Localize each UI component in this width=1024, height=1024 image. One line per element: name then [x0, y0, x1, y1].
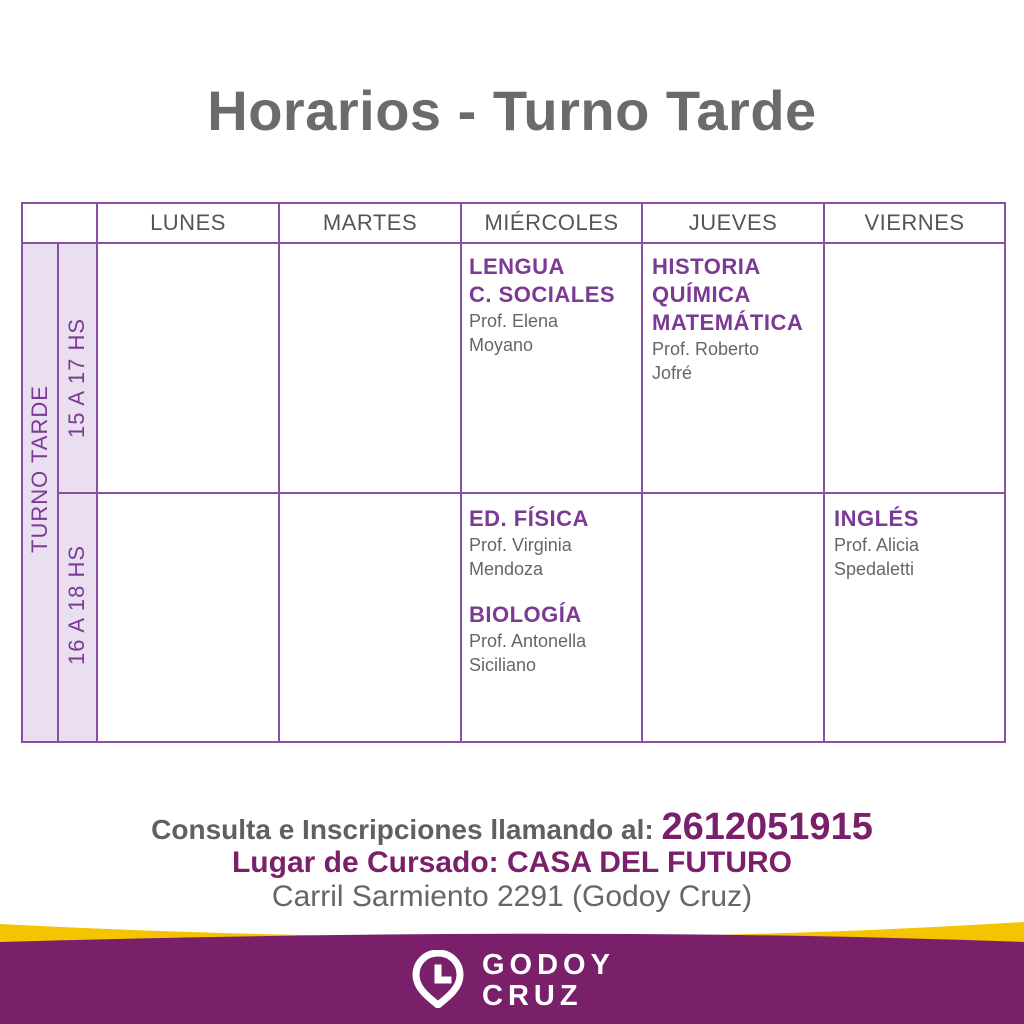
teacher-name: Prof. Roberto Jofré: [652, 339, 760, 383]
cell-viernes-slot2: [834, 505, 954, 581]
day-header-lunes: LUNES: [150, 210, 226, 235]
brand-name: [482, 950, 615, 1012]
grid-line: [278, 202, 280, 743]
subject-name: ED. FÍSICA: [469, 506, 589, 531]
subject-name: C. SOCIALES: [469, 282, 616, 307]
subject-name: MATEMÁTICA: [652, 310, 804, 335]
grid-line: [21, 202, 23, 743]
cell-miercoles-slot1: [469, 253, 619, 357]
grid-line: [460, 202, 462, 743]
day-header-jueves: JUEVES: [688, 210, 778, 235]
day-header-martes: MARTES: [322, 210, 418, 235]
grid-line: [641, 202, 643, 743]
teacher-name: Prof. Antonella Siciliano: [469, 631, 587, 675]
day-header-miercoles: MIÉRCOLES: [484, 210, 619, 235]
grid-line: [1004, 202, 1006, 743]
cell-jueves-slot1: [652, 253, 803, 385]
grid-line: [96, 202, 98, 743]
grid-line: [57, 242, 59, 743]
contact-label: Consulta e Inscripciones llamando al:: [151, 814, 654, 845]
contact-line: [0, 806, 1024, 849]
teacher-name: Prof. Virginia Mendoza: [469, 535, 572, 579]
address-line: Carril Sarmiento 2291 (Godoy Cruz): [271, 880, 753, 913]
grid-line: [58, 492, 1006, 494]
teacher-name: Prof. Alicia Spedaletti: [834, 535, 920, 579]
subject-name: INGLÉS: [834, 506, 919, 531]
cell-miercoles-slot2: [469, 505, 629, 677]
shift-label: TURNO TARDE: [27, 385, 52, 553]
subject-name: HISTORIA: [652, 254, 761, 279]
day-header-viernes: VIERNES: [864, 210, 965, 235]
teacher-name: Prof. Elena Moyano: [469, 311, 559, 355]
time-slot-label-1: 15 A 17 HS: [64, 317, 89, 439]
godoy-cruz-logo-icon: [412, 950, 464, 1008]
venue-line: Lugar de Cursado: CASA DEL FUTURO: [231, 846, 793, 879]
page-title: Horarios - Turno Tarde: [207, 79, 817, 142]
grid-line: [21, 741, 1006, 743]
brand-line-2: CRUZ: [482, 980, 583, 1012]
grid-line: [823, 202, 825, 743]
brand-line-1: GODOY: [482, 949, 615, 981]
time-slot-label-2: 16 A 18 HS: [64, 544, 89, 666]
subject-name: BIOLOGÍA: [469, 602, 582, 627]
grid-line: [21, 242, 1006, 244]
phone-number: 2612051915: [661, 806, 873, 848]
subject-name: LENGUA: [469, 254, 565, 279]
subject-name: QUÍMICA: [652, 282, 751, 307]
